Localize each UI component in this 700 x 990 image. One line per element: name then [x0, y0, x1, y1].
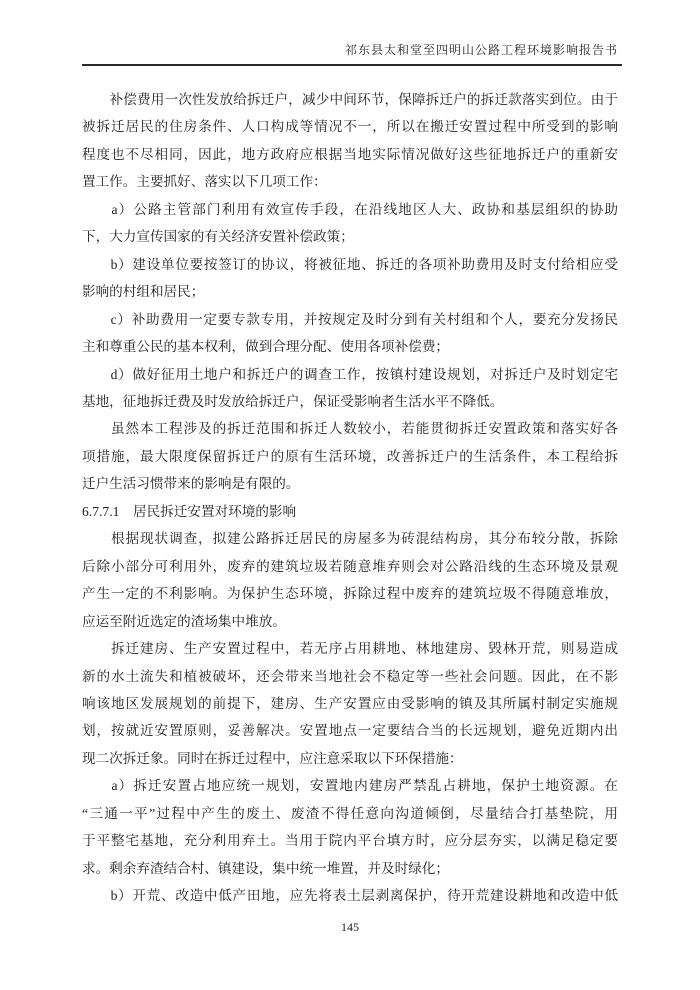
text-line: 基地，征地拆迁费及时发放给拆迁户，保证受影响者生活水平不降低。: [82, 393, 504, 409]
text-line: 程度也不尽相同，因此，地方政府应根据当地实际情况做好这些征地拆迁户的重新安: [82, 146, 618, 162]
text-line: 新的水土流失和植被破坏，还会带来当地社会不稳定等一些社会问题。因此，在不影: [82, 668, 618, 684]
document-body: [82, 86, 618, 910]
page-header-title: 祁东县太和堂至四明山公路工程环境影响报告书: [344, 43, 618, 57]
section-heading: 6.7.7.1 居民拆迁安置对环境的影响: [82, 503, 297, 519]
text-line: c）补助费用一定要专款专用，并按规定及时分到有关村组和个人，要充分发扬民: [82, 311, 618, 327]
text-line: d）做好征用土地户和拆迁户的调查工作，按镇村建设规划，对拆迁户及时划定宅: [82, 366, 618, 382]
text-line: 后除小部分可利用外，废弃的建筑垃圾若随意堆弃则会对公路沿线的生态环境及景观: [82, 558, 618, 574]
text-line: 响该地区发展规划的前提下，建房、生产安置应由受影响的镇及其所属村制定实施规: [82, 695, 618, 711]
text-line: 划，按就近安置原则，妥善解决。安置地点一定要结合当的长远规划，避免近期内出: [82, 723, 618, 739]
text-line: 补偿费用一次性发放给拆迁户，减少中间环节，保障拆迁户的拆迁款落实到位。由于: [82, 92, 618, 107]
text-line: 项措施，最大限度保留拆迁户的原有生活环境，改善拆迁户的生活条件，本工程给拆: [82, 448, 618, 464]
text-line: 下，大力宣传国家的有关经济安置补偿政策；: [82, 229, 354, 245]
text-line: 产生一定的不利影响。为保护生态环境，拆除过程中废弃的建筑垃圾不得随意堆放，: [82, 586, 618, 602]
text-line: 求。剩余弃渣结合村、镇建设，集中统一堆置，并及时绿化；: [82, 860, 450, 876]
text-line: 主和尊重公民的基本权利，做到合理分配、使用各项补偿费；: [82, 339, 450, 355]
text-line: 现二次拆迁象。同时在拆迁过程中，应注意采取以下环保措施：: [82, 750, 463, 766]
text-line: 应运至附近选定的渣场集中堆放。: [82, 613, 286, 629]
text-line: 置工作。主要抓好、落实以下几项工作：: [82, 174, 327, 190]
text-line: 虽然本工程涉及的拆迁范围和拆迁人数较小，若能贯彻拆迁安置政策和落实好各: [82, 421, 618, 437]
text-line: a）拆迁安置占地应统一规划，安置地内建房严禁乱占耕地，保护土地资源。在: [82, 778, 618, 794]
text-line: 迁户生活习惯带来的影响是有限的。: [82, 476, 300, 492]
text-line: 拆迁建房、生产安置过程中，若无序占用耕地、林地建房、毁林开荒，则易造成: [82, 641, 618, 657]
text-line: 影响的村组和居民；: [82, 284, 205, 300]
text-line: b）开荒、改造中低产田地，应先将表土层剥离保护，待开荒建设耕地和改造中低: [82, 888, 618, 904]
text-line: 根据现状调查，拟建公路拆迁居民的房屋多为砖混结构房，其分布较分散，拆除: [82, 531, 618, 547]
header-rule: [82, 64, 622, 66]
text-line: 被拆迁居民的住房条件、人口构成等情况不一，所以在搬迁安置过程中所受到的影响: [82, 119, 618, 135]
text-line: b）建设单位要按签订的协议，将被征地、拆迁的各项补助费用及时支付给相应受: [82, 256, 618, 272]
text-line: “三通一平”过程中产生的废土、废渣不得任意向沟道倾倒，尽量结合打基垫院，用: [82, 805, 618, 821]
page-number: 145: [341, 920, 359, 934]
text-line: 于平整宅基地，充分利用弃土。当用于院内平台填方时，应分层夯实，以满足稳定要: [82, 833, 618, 849]
text-line: a）公路主管部门利用有效宣传手段，在沿线地区人大、政协和基层组织的协助: [82, 201, 618, 217]
